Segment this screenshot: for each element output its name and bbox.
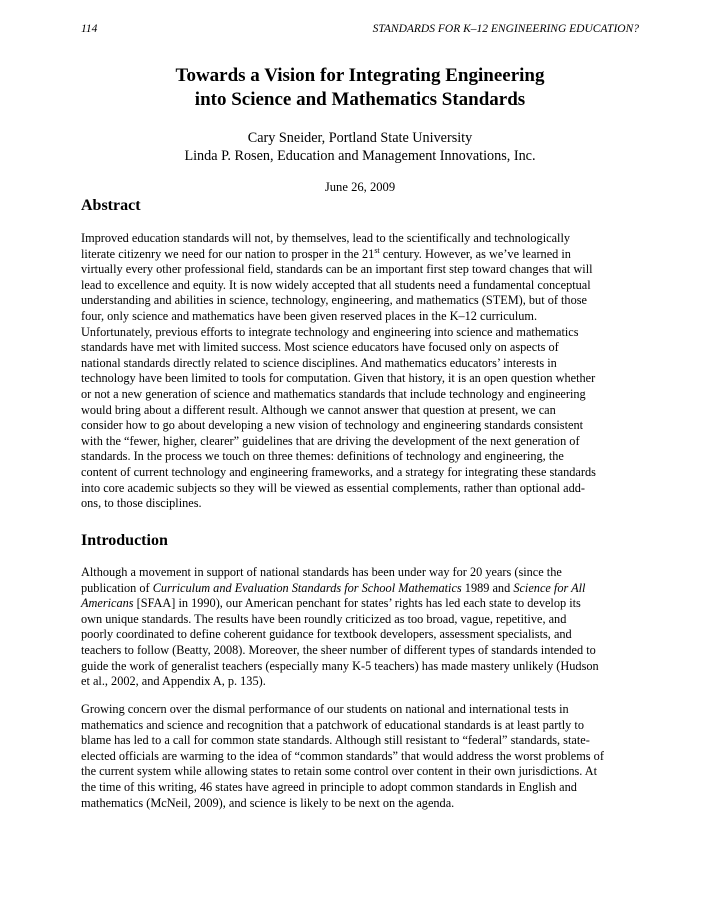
abstract-line: Unfortunately, previous efforts to integrate technology and engineering into science and mathematics — [81, 324, 579, 339]
introduction-paragraph-2 — [81, 702, 641, 811]
intro-line — [81, 596, 641, 612]
intro-line: Growing concern over the dismal performance of our students on national and international tests in — [81, 702, 569, 716]
abstract-line: Improved education standards will not, by themselves, lead to the scientifically and technologically — [81, 231, 571, 245]
intro-line: mathematics (McNeil, 2009), and science is likely to be next on the agenda. — [81, 795, 455, 810]
intro-line: poorly coordinated to define coherent guidance for textbook developers, assessment specialists, and — [81, 627, 572, 642]
abstract-line: virtually every other professional field, standards can be an important first step toward changes that will — [81, 262, 593, 277]
abstract-heading: Abstract — [81, 197, 141, 214]
intro-text: publication of — [81, 580, 153, 595]
abstract-line: content of current technology and engineering frameworks, and a strategy for integrating these standards — [81, 464, 596, 479]
author-2: Linda P. Rosen, Education and Management Innovations, Inc. — [184, 148, 536, 164]
author-list — [81, 129, 639, 165]
abstract-line — [81, 247, 641, 263]
cited-title: Curriculum and Evaluation Standards for School Mathematics — [152, 580, 462, 595]
paper-date: June 26, 2009 — [324, 180, 396, 194]
intro-text: 1989 and — [461, 580, 514, 595]
introduction-paragraph-1 — [81, 565, 641, 690]
intro-line: elected officials are warming to the idea of “common standards” that would address the worst problems of — [81, 748, 604, 763]
abstract-line: or not a new generation of science and mathematics standards that include technology and engineering — [81, 386, 586, 401]
abstract-line: lead to excellence and equity. It is now widely accepted that all students need a fundamental conceptual — [81, 277, 591, 292]
abstract-line-text: literate citizenry we need for our nation to prosper in the 21 — [81, 246, 375, 261]
running-head — [81, 21, 639, 37]
abstract-line: technology have been limited to tools for computation. Given that history, it is an open question whether — [81, 371, 596, 386]
abstract-line: standards. In the process we touch on three themes: definitions of technology and engineering, the — [81, 449, 564, 464]
paper-title — [81, 64, 639, 112]
intro-line: guide the work of generalist teachers (especially many K-5 teachers) has made mastery unlikely (Hudson — [81, 658, 599, 673]
abstract-line: would bring about a different result. Although we cannot answer that question at present, we can — [81, 402, 556, 417]
abstract-line: into core academic subjects so they will be viewed as essential complements, rather than optional add- — [81, 480, 586, 495]
author-1: Cary Sneider, Portland State University — [247, 130, 473, 146]
intro-line: et al., 2002, and Appendix A, p. 135). — [81, 674, 266, 689]
intro-text: [SFAA] in 1990), our American penchant for states’ rights has led each state to develop its — [133, 596, 581, 611]
running-title: STANDARDS FOR K–12 ENGINEERING EDUCATION? — [372, 23, 639, 35]
intro-line — [81, 581, 641, 597]
abstract-line: national standards directly related to science disciplines. And mathematics educators’ interests in — [81, 355, 557, 370]
intro-line: the time of this writing, 46 states have agreed in principle to adopt common standards in English and — [81, 779, 577, 794]
page-number: 114 — [81, 23, 98, 35]
paper-title-line-2: into Science and Mathematics Standards — [194, 89, 526, 110]
abstract-line: with the “fewer, higher, clearer” guidelines that are driving the development of the next generation of — [81, 433, 580, 448]
intro-line: Although a movement in support of national standards has been under way for 20 years (since the — [81, 565, 562, 579]
abstract-line: four, only science and mathematics have been given reserved places in the K–12 curriculum. — [81, 308, 538, 323]
intro-line: mathematics and science and recognition that a patchwork of educational standards is at least partly to — [81, 717, 584, 732]
abstract-line: standards have met with limited success. Most science educators have focused only on aspects of — [81, 340, 559, 355]
intro-line: blame has led to a call for common state standards. Although still resistant to “federal” standards, state- — [81, 733, 590, 748]
abstract-line: understanding and abilities in science, technology, engineering, and mathematics (STEM), but of those — [81, 293, 587, 308]
intro-line: teachers to follow (Beatty, 2008). Moreover, the sheer number of different types of standards intended to — [81, 642, 596, 657]
introduction-heading: Introduction — [81, 532, 168, 549]
paper-title-line-1: Towards a Vision for Integrating Engineering — [175, 65, 545, 86]
intro-line: own unique standards. The results have been roundly criticized as too broad, vague, repetitive, and — [81, 611, 567, 626]
cited-title: Americans — [81, 596, 134, 611]
abstract-line: ons, to those disciplines. — [81, 496, 202, 511]
abstract-paragraph — [81, 231, 641, 512]
abstract-line-text: century. However, as we’ve learned in — [382, 246, 571, 261]
intro-line: the current system while allowing states to retain some control over content in their own jurisdictions. At — [81, 764, 598, 779]
superscript-st: st — [374, 245, 380, 255]
cited-title: Science for All — [513, 580, 586, 595]
abstract-line: consider how to go about developing a new vision of technology and engineering standards consistent — [81, 418, 584, 433]
